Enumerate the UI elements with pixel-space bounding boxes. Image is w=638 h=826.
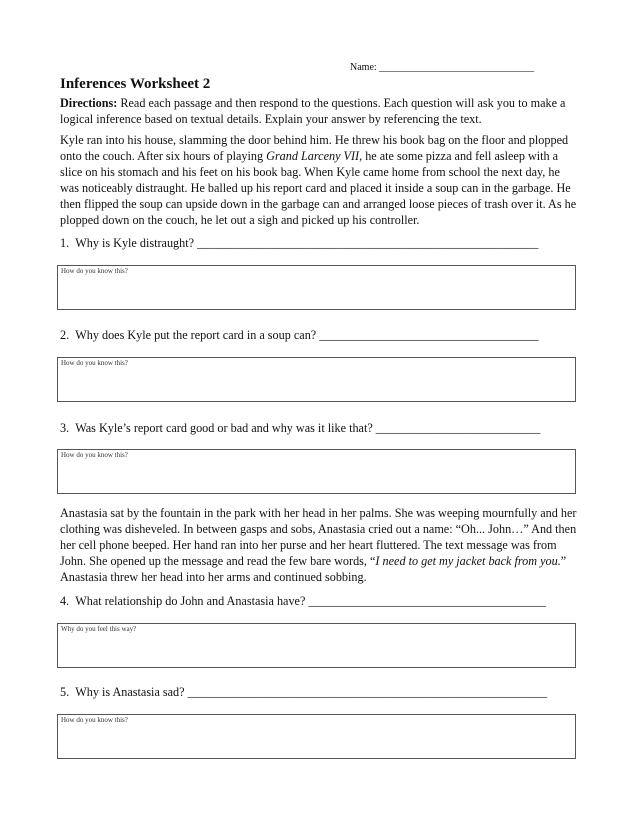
question-3-text: Was Kyle’s report card good or bad and why was it like that? ___________________________ (75, 421, 541, 435)
passage-anastasia-part1: Anastasia sat by the fountain in the park with her head in her palms. She was weeping mournfully and her clothing was disheveled. In between gasps and sobs, Anastasia cried out a name: “Oh... John…” And then her cell phone beeped. Her hand ran into her purse and her heart fluttered. The text message was from John. She opened up the message and read the few bare words, “ (60, 506, 577, 568)
directions-text: Read each passage and then respond to the questions. Each question will ask you to make a logical inference based on textual details. Explain your answer by referencing the text. (60, 96, 566, 126)
question-1-number: 1. (60, 236, 70, 250)
answer-box-5[interactable] (57, 714, 576, 759)
answer-box-4[interactable] (57, 623, 576, 668)
passage-anastasia (60, 505, 580, 585)
question-2 (60, 328, 580, 343)
question-2-text: Why does Kyle put the report card in a soup can? ____________________________________ (75, 328, 539, 342)
directions (60, 95, 580, 127)
passage-kyle (60, 132, 580, 228)
answer-box-3-label: How do you know this? (61, 451, 128, 459)
question-2-number: 2. (60, 328, 70, 342)
directions-label: Directions: (60, 96, 118, 110)
page-title: Inferences Worksheet 2 (60, 76, 211, 92)
text-message-quote: I need to get my jacket back from you. (375, 554, 561, 568)
game-title: Grand Larceny VII (266, 149, 360, 163)
question-5-text: Why is Anastasia sad? ___________________________________________________________ (75, 685, 548, 699)
answer-box-5-label: How do you know this? (61, 716, 128, 724)
passage-kyle-part1: Kyle ran into his house, slamming the door behind him. He threw his book bag on the floor and plopped onto the couch. After six hours of playing (60, 133, 569, 163)
question-1 (60, 236, 580, 251)
answer-box-3[interactable] (57, 449, 576, 494)
question-3 (60, 421, 580, 436)
question-1-text: Why is Kyle distraught? ________________________________________________________ (75, 236, 539, 250)
passage-kyle-part2: , he ate some pizza and fell asleep with a slice on his stomach and his feet on his book bag. When Kyle came home from school the next day, he was noticeably distraught. He balled up his report card and placed it inside a soup can in the garbage. He then flipped the soup can upside down in the garbage can and arranged loose pieces of trash over it. As he plopped down on the couch, he let out a sigh and picked up his controller. (60, 149, 577, 227)
answer-box-2[interactable] (57, 357, 576, 402)
name-field[interactable]: Name: _______________________________ (350, 62, 535, 73)
question-4-number: 4. (60, 594, 70, 608)
question-4 (60, 594, 580, 609)
passage-anastasia-part2: ” Anastasia threw her head into her arms and continued sobbing. (60, 554, 567, 584)
question-5 (60, 685, 580, 700)
answer-box-2-label: How do you know this? (61, 359, 128, 367)
answer-box-1[interactable] (57, 265, 576, 310)
answer-box-4-label: Why do you feel this way? (61, 625, 137, 633)
question-3-number: 3. (60, 421, 70, 435)
question-4-text: What relationship do John and Anastasia have? _______________________________________ (75, 594, 547, 608)
question-5-number: 5. (60, 685, 70, 699)
answer-box-1-label: How do you know this? (61, 267, 128, 275)
